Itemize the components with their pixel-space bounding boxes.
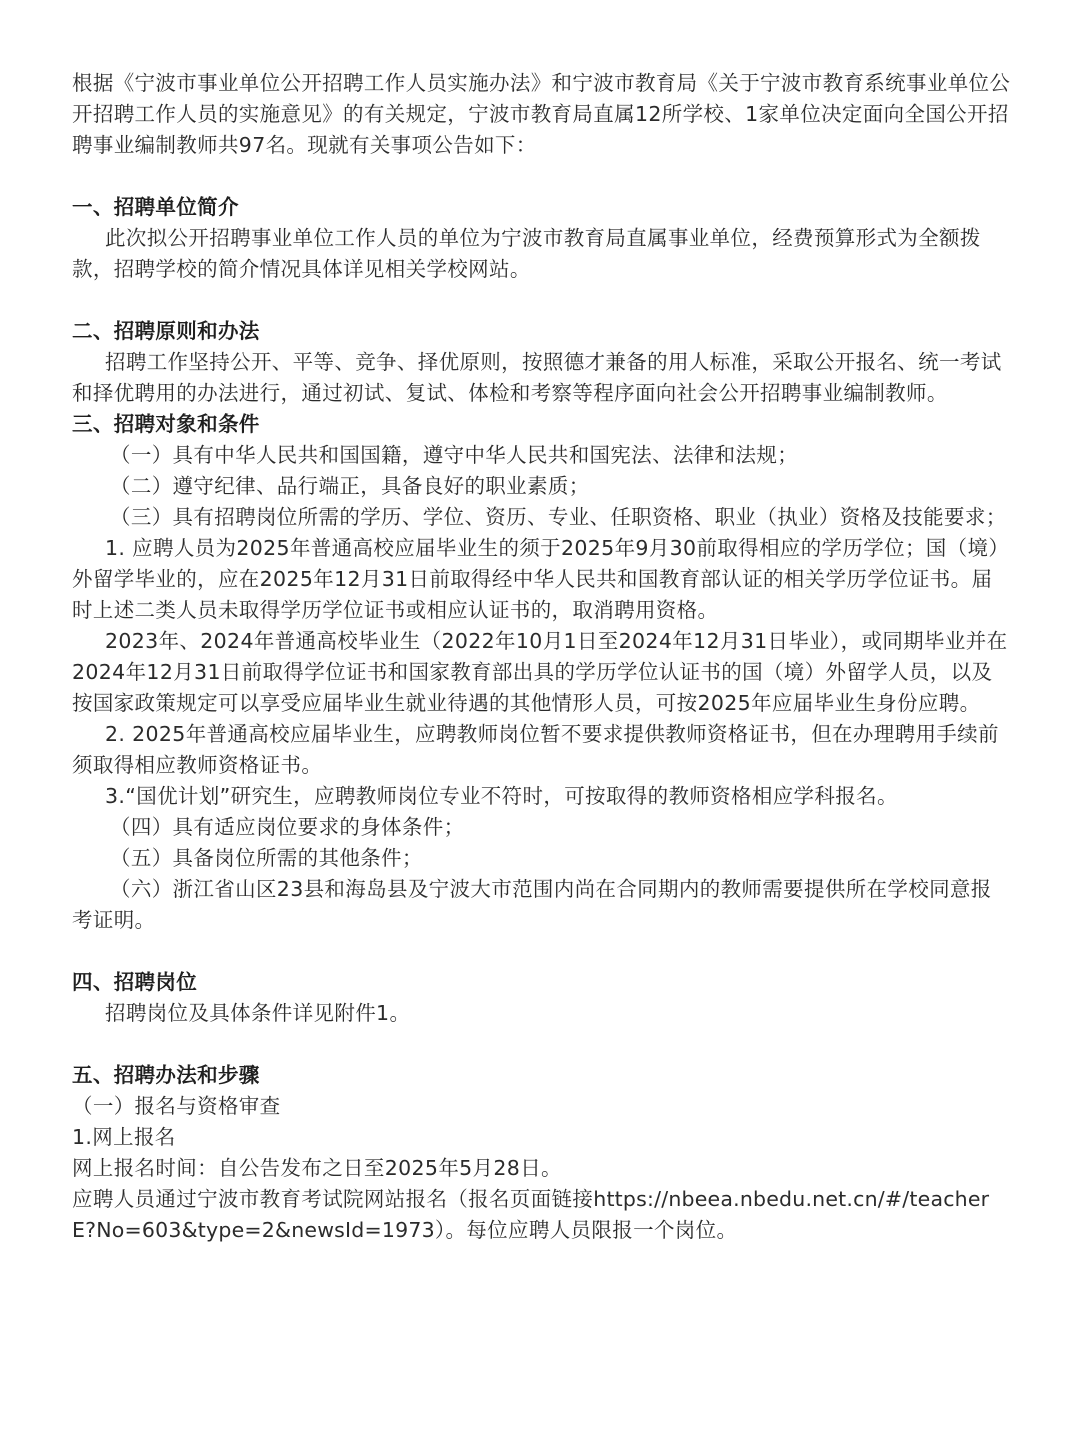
condition-3-note-2: 2. 2025年普通高校应届毕业生，应聘教师岗位暂不要求提供教师资格证书，但在办理聘用手续前须取得相应教师资格证书。 bbox=[72, 722, 999, 777]
condition-6: （六）浙江省山区23县和海岛县及宁波大市范围内尚在合同期内的教师需要提供所在学校同意报考证明。 bbox=[72, 877, 992, 932]
spacer bbox=[72, 285, 1012, 316]
registration-link[interactable]: https://nbeea.nbedu.net.cn/#/teacherE?No=603&type=2&newsId=1973 bbox=[72, 1187, 990, 1242]
condition-3-note-1: 1. 应聘人员为2025年普通高校应届毕业生的须于2025年9月30前取得相应的学历学位；国（境）外留学毕业的，应在2025年12月31日前取得经中华人民共和国教育部认证的相关学历学位证书。届时上述二类人员未取得学历学位证书或相应认证书的，取消聘用资格。 bbox=[72, 536, 1010, 622]
condition-2: （二）遵守纪律、品行端正，具备良好的职业素质； bbox=[110, 474, 590, 498]
spacer bbox=[72, 1029, 1012, 1060]
condition-4: （四）具有适应岗位要求的身体条件； bbox=[110, 815, 465, 839]
registration-instructions bbox=[72, 1184, 1012, 1246]
section-heading-5: 五、招聘办法和步骤 bbox=[72, 1063, 260, 1087]
condition-3: （三）具有招聘岗位所需的学历、学位、资历、专业、任职资格、职业（执业）资格及技能要求； bbox=[110, 505, 1007, 529]
item-online-registration: 1.网上报名 bbox=[72, 1125, 176, 1149]
section-heading-1: 一、招聘单位简介 bbox=[72, 195, 239, 219]
registration-time: 网上报名时间：自公告发布之日至2025年5月28日。 bbox=[72, 1156, 562, 1180]
section-2-paragraph: 招聘工作坚持公开、平等、竞争、择优原则，按照德才兼备的用人标准，采取公开报名、统一考试和择优聘用的办法进行，通过初试、复试、体检和考察等程序面向社会公开招聘事业编制教师。 bbox=[72, 350, 1002, 405]
subsection-registration: （一）报名与资格审查 bbox=[72, 1094, 281, 1118]
spacer bbox=[72, 161, 1012, 192]
condition-3-note-1b: 2023年、2024年普通高校毕业生（2022年10月1日至2024年12月31日毕业），或同期毕业并在2024年12月31日前取得学位证书和国家教育部出具的学历学位认证书的国（境）外留学人员，以及按国家政策规定可以享受应届毕业生就业待遇的其他情形人员，可按2025年应届毕业生身份应聘。 bbox=[72, 629, 1008, 715]
registration-suffix: ）。每位应聘人员限报一个岗位。 bbox=[434, 1218, 738, 1242]
condition-1: （一）具有中华人民共和国国籍，遵守中华人民共和国宪法、法律和法规； bbox=[110, 443, 799, 467]
intro-paragraph: 根据《宁波市事业单位公开招聘工作人员实施办法》和宁波市教育局《关于宁波市教育系统事业单位公开招聘工作人员的实施意见》的有关规定，宁波市教育局直属12所学校、1家单位决定面向全国公开招聘事业编制教师共97名。现就有关事项公告如下： bbox=[72, 71, 1011, 157]
section-heading-2: 二、招聘原则和办法 bbox=[72, 319, 260, 343]
section-heading-4: 四、招聘岗位 bbox=[72, 970, 198, 994]
section-1-paragraph: 此次拟公开招聘事业单位工作人员的单位为宁波市教育局直属事业单位，经费预算形式为全额拨款，招聘学校的简介情况具体详见相关学校网站。 bbox=[72, 226, 981, 281]
spacer bbox=[72, 936, 1012, 967]
announcement-body bbox=[72, 68, 1012, 1246]
section-heading-3: 三、招聘对象和条件 bbox=[72, 412, 260, 436]
condition-5: （五）具备岗位所需的其他条件； bbox=[110, 846, 423, 870]
registration-prefix: 应聘人员通过宁波市教育考试院网站报名（报名页面链接 bbox=[72, 1187, 594, 1211]
section-4-paragraph: 招聘岗位及具体条件详见附件1。 bbox=[105, 1001, 411, 1025]
condition-3-note-3: 3.“国优计划”研究生，应聘教师岗位专业不符时，可按取得的教师资格相应学科报名。 bbox=[105, 784, 898, 808]
